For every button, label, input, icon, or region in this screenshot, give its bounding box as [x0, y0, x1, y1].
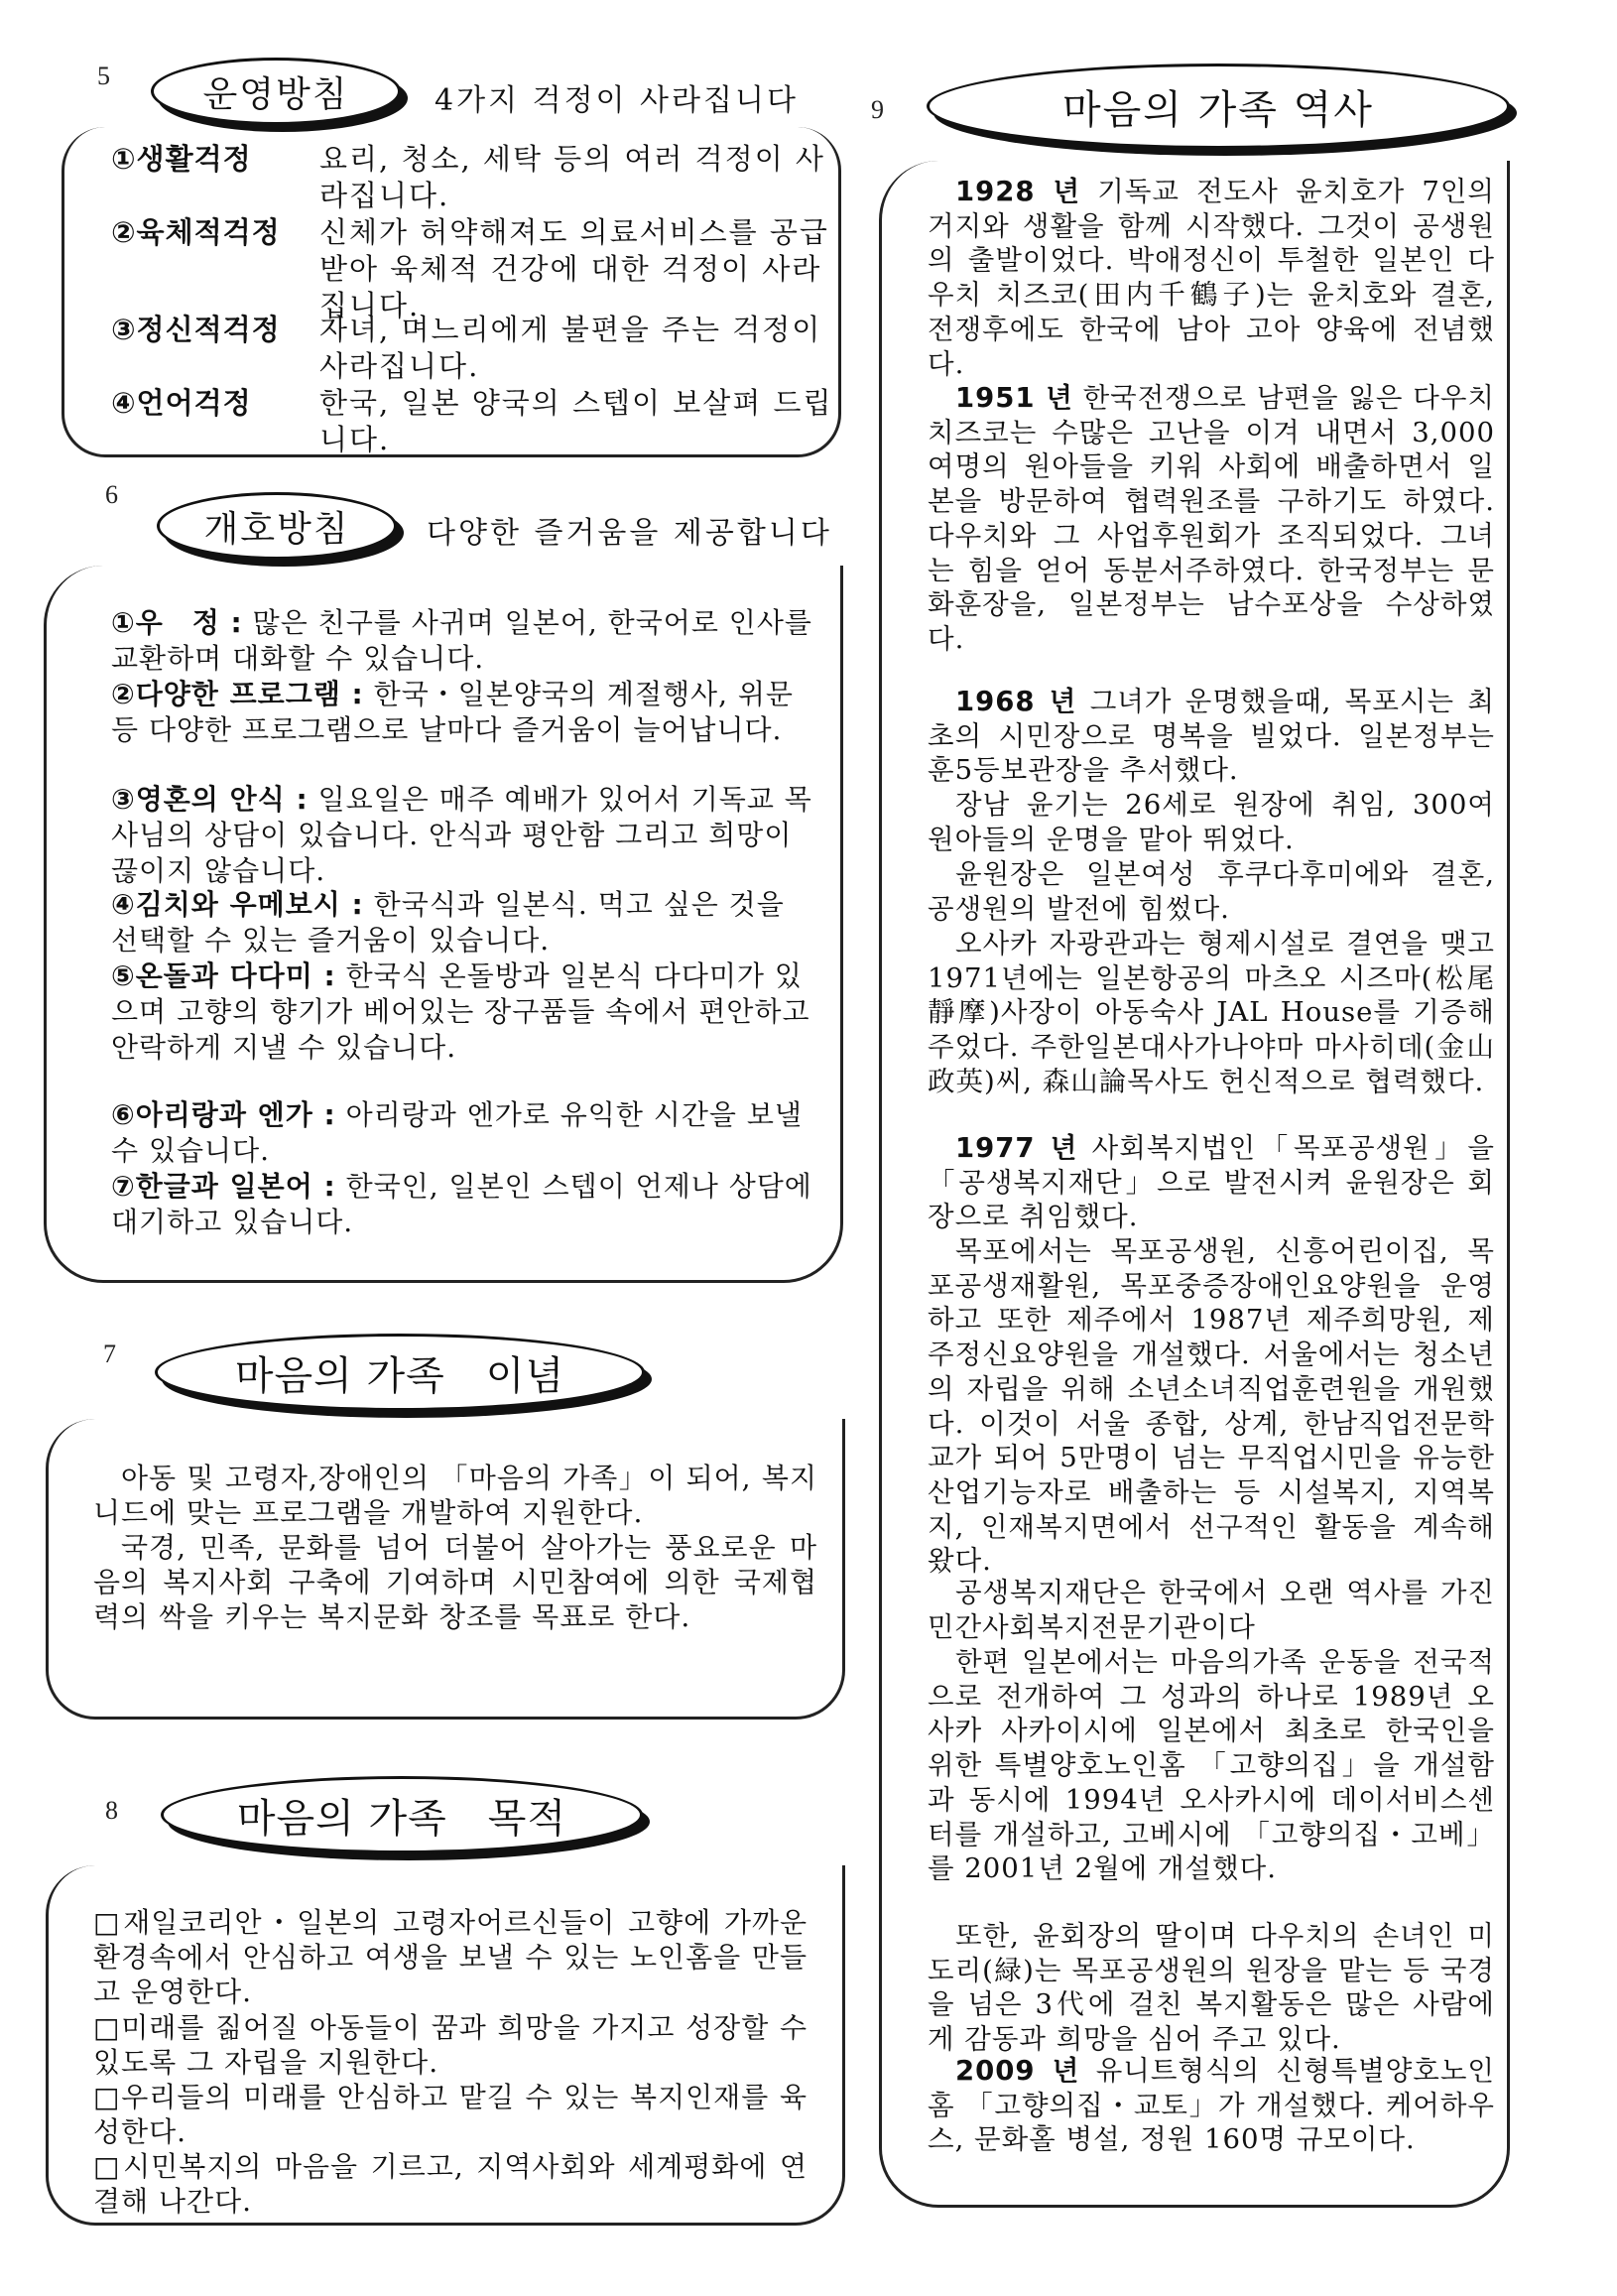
history-text: 또한, 윤회장의 딸이며 다우치의 손녀인 미도리(緑)는 목포공생원의 원장을 맡는 등 국경을 넘은 3代에 걸친 복지활동은 많은 사람에게 감동과 희망을 심어 주고 있다.	[928, 1920, 1495, 2056]
purpose-item: □시민복지의 마음을 기르고, 지역사회와 세계평화에 연결해 나간다.	[93, 2150, 808, 2218]
section-title-oval: 마음의 가족 이념	[155, 1334, 645, 1411]
history-text: 한국전쟁으로 남편을 잃은 다우치치즈코는 수많은 고난을 이겨 내면서 3,000 여명의 원아들을 키워 사회에 배출하면서 일본을 방문하여 협력원조를 구하기도 하였다. 다우치와 그 사업후원회가 조직되었다. 그녀는 힘을 얻어 동분서주하였다. 한국정부는 문화훈장을, 일본정부는 남수포상을 수상하였다.	[928, 382, 1495, 655]
history-text: 윤원장은 일본여성 후쿠다후미에와 결혼, 공생원의 발전에 힘썼다.	[928, 858, 1495, 925]
section-number-8: 8	[105, 1796, 118, 1825]
worry-item	[111, 214, 835, 323]
history-entry	[928, 2054, 1495, 2157]
section-number-5: 5	[97, 62, 110, 90]
section-title-oval: 운영방침	[151, 58, 401, 125]
worry-label: ①생활걱정	[111, 142, 252, 176]
section-number-7: 7	[103, 1339, 116, 1368]
care-item	[111, 677, 821, 748]
worry-text: 신체가 허약해져도 의료서비스를 공급 받아 육체적 건강에 대한 걱정이 사라집니다.	[319, 215, 829, 322]
purpose-item: □미래를 짊어질 아동들이 꿈과 희망을 가지고 성장할 수 있도록 그 자립을 지원한다.	[93, 2011, 808, 2079]
philosophy-paragraph: 국경, 민족, 문화를 넘어 더불어 살아가는 풍요로운 마음의 복지사회 구축에 기여하며 시민참여에 의한 국제협력의 싹을 키우는 복지문화 창조를 목표로 한다.	[93, 1531, 817, 1633]
history-entry	[928, 788, 1495, 856]
care-text: 일요일은 매주 예배가 있어서 기독교 목사님의 상담이 있습니다. 안식과 평안함 그리고 희망이 끊이지 않습니다.	[111, 783, 812, 887]
care-label: ⑥아리랑과 엔가 :	[111, 1098, 336, 1131]
care-label: ③영혼의 안식 :	[111, 783, 309, 816]
section-subtitle: 다양한 즐거움을 제공합니다	[427, 516, 832, 551]
care-text: 한국식과 일본식. 먹고 싶은 것을 선택할 수 있는 즐거움이 있습니다.	[111, 888, 785, 957]
section-number-6: 6	[105, 480, 118, 509]
care-label: ②다양한 프로그램 :	[111, 678, 364, 710]
section-title-oval: 마음의 가족 역사	[927, 64, 1510, 149]
worry-label: ③정신적걱정	[111, 313, 281, 346]
history-text: 공생복지재단은 한국에서 오랜 역사를 가진 민간사회복지전문기관이다	[928, 1577, 1495, 1643]
care-text: 한국식 온돌방과 일본식 다다미가 있으며 고향의 향기가 베어있는 장구품들 속에서 편안하고 안락하게 지낼 수 있습니다.	[111, 959, 810, 1064]
purpose-item: □재일코리안・일본의 고령자어르신들이 고향에 가까운 환경속에서 안심하고 여생을 보낼 수 있는 노인홈을 만들고 운영한다.	[93, 1906, 808, 2008]
history-entry	[928, 1131, 1495, 1234]
history-text: 그녀가 운명했을때, 목포시는 최초의 시민장으로 명복을 빌었다. 일본정부는 훈5등보관장을 추서했다.	[928, 686, 1495, 787]
care-label: ④김치와 우메보시 :	[111, 888, 364, 921]
worry-item	[111, 141, 835, 220]
history-text: 장남 윤기는 26세로 원장에 취임, 300여 원아들의 운명을 맡아 뛰었다.	[928, 789, 1495, 855]
care-label: ⑦한글과 일본어 :	[111, 1170, 336, 1203]
section-title-oval: 마음의 가족 목적	[161, 1776, 643, 1853]
history-entry	[928, 685, 1495, 788]
worry-label: ②육체적걱정	[111, 215, 281, 249]
history-year: 1951 년	[955, 382, 1073, 414]
history-text: 오사카 자광관과는 형제시설로 결연을 맺고 1971년에는 일본항공의 마츠오 시즈마(松尾靜摩)사장이 아동숙사 JAL House를 기증해 주었다. 주한일본대사가나야마 마사히데(金山政英)씨, 森山論목사도 헌신적으로 협력했다.	[928, 928, 1495, 1097]
history-text: 목포에서는 목포공생원, 신흥어린이집, 목포공생재활원, 목포중증장애인요양원을 운영하고 또한 제주에서 1987년 제주희망원, 제주정신요양원을 개설했다. 서울에서는 청소년의 자립을 위해 소년소녀직업훈련원을 개원했다. 이것이 서울 종합, 상계, 한남직업전문학교가 되어 5만명이 넘는 무직업시민을 유능한 산업기능자로 배출하는 등 시설복지, 지역복지, 인재복지면에서 선구적인 활동을 계속해왔다.	[928, 1235, 1495, 1578]
section-title-oval: 개호방침	[157, 492, 397, 560]
care-item	[111, 1169, 821, 1240]
care-item	[111, 1097, 821, 1169]
philosophy-paragraph: 아동 및 고령자,장애인의 「마음의 가족」이 되어, 복지니드에 맞는 프로그램을 개발하여 지원한다.	[93, 1462, 817, 1529]
history-text: 사회복지법인「목포공생원」을「공생복지재단」으로 발전시켜 윤원장은 회장으로 취임했다.	[928, 1132, 1495, 1233]
care-label: ①우 정 :	[111, 606, 243, 639]
worry-text: 자녀, 며느리에게 불편을 주는 걱정이 사라집니다.	[319, 313, 822, 383]
history-entry	[928, 1645, 1495, 1886]
care-label: ⑤온돌과 다다미 :	[111, 959, 336, 992]
section-subtitle: 4가지 걱정이 사라집니다	[435, 83, 799, 118]
history-entry	[928, 1919, 1495, 2057]
care-item	[111, 887, 821, 958]
history-year: 1977 년	[955, 1132, 1078, 1164]
care-item	[111, 782, 821, 889]
worry-item	[111, 312, 835, 391]
history-year: 1968 년	[955, 686, 1077, 717]
purpose-item: □우리들의 미래를 안심하고 맡길 수 있는 복지인재를 육성한다.	[93, 2081, 808, 2148]
worry-label: ④언어걱정	[111, 386, 252, 420]
worry-item	[111, 385, 835, 464]
care-text: 많은 친구를 사귀며 일본어, 한국어로 인사를 교환하며 대화할 수 있습니다.	[111, 606, 812, 675]
history-entry	[928, 857, 1495, 926]
history-year: 2009 년	[955, 2055, 1080, 2087]
history-entry	[928, 381, 1495, 657]
history-text: 한편 일본에서는 마음의가족 운동을 전국적으로 전개하여 그 성과의 하나로 1989년 오사카 사카이시에 일본에서 최초로 한국인을 위한 특별양호노인홈 「고향의집」을 개설함과 동시에 1994년 오사카시에 데이서비스센터를 개설하고, 고베시에 「고향의집・고베」를 2001년 2월에 개설했다.	[928, 1646, 1495, 1885]
history-text: 유니트형식의 신형특별양호노인홈 「고향의집・교토」가 개설했다. 케어하우스, 문화홀 병설, 정원 160명 규모이다.	[928, 2055, 1495, 2156]
worry-text: 요리, 청소, 세탁 등의 여러 걱정이 사라집니다.	[319, 142, 825, 212]
care-item	[111, 605, 821, 677]
history-entry	[928, 1576, 1495, 1644]
care-text: 한국・일본양국의 계절행사, 위문 등 다양한 프로그램으로 날마다 즐거움이 늘어납니다.	[111, 678, 794, 746]
section-number-9: 9	[871, 95, 884, 124]
history-entry	[928, 175, 1495, 381]
worry-text: 한국, 일본 양국의 스텝이 보살펴 드립니다.	[319, 386, 833, 456]
care-text: 아리랑과 엔가로 유익한 시간을 보낼 수 있습니다.	[111, 1098, 803, 1167]
history-text: 기독교 전도사 윤치호가 7인의 거지와 생활을 함께 시작했다. 그것이 공생원의 출발이었다. 박애정신이 투철한 일본인 다우치 치즈코(田内千鶴子)는 윤치호와 결혼, 전쟁후에도 한국에 남아 고아 양육에 전념했다.	[928, 176, 1495, 380]
care-text: 한국인, 일본인 스텝이 언제나 상담에 대기하고 있습니다.	[111, 1170, 812, 1238]
care-item	[111, 958, 821, 1066]
history-year: 1928 년	[955, 176, 1081, 207]
history-entry	[928, 927, 1495, 1099]
history-entry	[928, 1234, 1495, 1579]
